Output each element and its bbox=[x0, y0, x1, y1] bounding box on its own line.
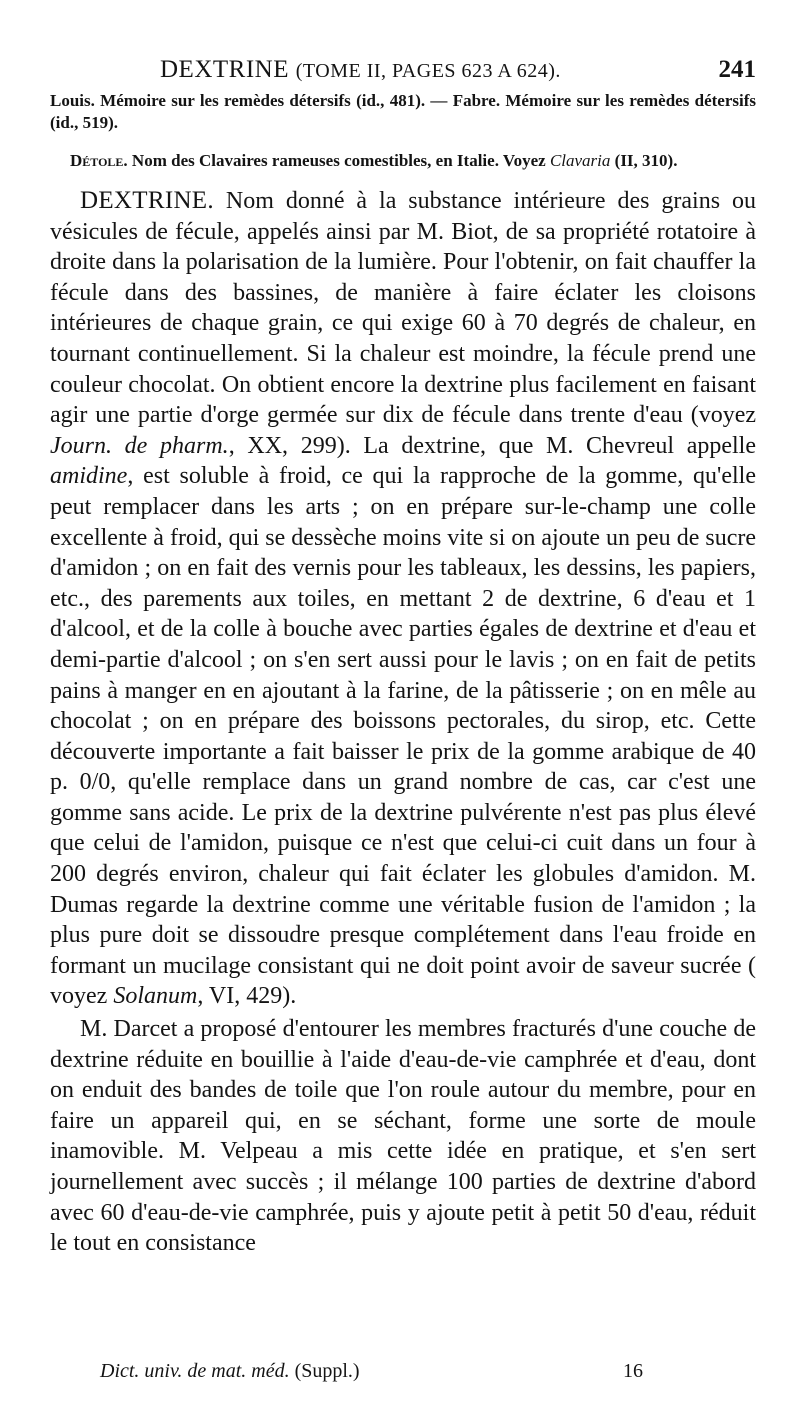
page-header bbox=[50, 0, 756, 90]
entry-dextrine-text-2: , XX, 299). La dextrine, que M. Chevreul appelle bbox=[228, 432, 756, 459]
paragraph-darcet: M. Darcet a proposé d'entourer les membres fracturés d'une couche de dextrine réduite en bouillie à l'aide d'eau-de-vie camphrée et d'eau, dont on enduit des bandes de toile que l'on roule autour du membre, pour en faire un appareil qui, en se séchant, forme une sorte de moule inamovible. M. Velpeau a mis cette idée en pratique, et s'en sert journellement avec succès ; il mélange 100 parties de dextrine d'abord avec 60 d'eau-de-vie camphrée, puis y ajoute petit à petit 50 d'eau, réduit le tout en consistance bbox=[50, 1016, 756, 1257]
signature-mark: 16 bbox=[623, 1360, 643, 1382]
footer-title bbox=[100, 1360, 360, 1383]
entry-dextrine bbox=[50, 186, 756, 1012]
entry-louis-fabre: Louis. Mémoire sur les remèdes détersifs (id., 481). — Fabre. Mémoire sur les remèdes détersifs (id., 519). bbox=[50, 91, 756, 132]
page-number: 241 bbox=[718, 56, 756, 83]
entry-detole-text: Nom des Clavaires rameuses comestibles, en Italie. Voyez bbox=[127, 151, 550, 170]
entry-dextrine-amidine: amidine bbox=[50, 463, 128, 490]
footer-supp: (Suppl.) bbox=[289, 1360, 360, 1382]
entry-detole-head: Détole. bbox=[70, 151, 128, 170]
entry-detole-ref: (II, 310). bbox=[610, 151, 678, 170]
entry-dextrine-head: DEXTRINE. bbox=[80, 187, 214, 214]
running-title bbox=[160, 56, 561, 84]
entry-dextrine-text-4: , VI, 429). bbox=[197, 983, 297, 1010]
entry-dextrine-ref-journ: Journ. de pharm. bbox=[50, 432, 229, 459]
entry-dextrine-text-1: Nom donné à la substance intérieure des grains ou vésicules de fécule, appelés ainsi par M. Biot, de sa propriété rotatoire à droite dans la polarisation de la lumière. Pour l'obtenir, on fait chauffer la fécule dans des bassines, de manière à faire éclater les cloisons intérieures de chaque grain, ce qui exige 60 à 70 degrés de chaleur, en tournant continuellement. Si la chaleur est moindre, la fécule prend une couleur chocolat. On obtient encore la dextrine plus facilement en faisant agir une partie d'orge germée sur dix de fécule dans trente d'eau (voyez bbox=[50, 188, 756, 429]
entry-dextrine-ref-solanum: Solanum bbox=[113, 983, 198, 1010]
entry-dextrine-text-3: , est soluble à froid, ce qui la rapproche de la gomme, qu'elle peut remplacer dans les arts ; on en prépare sur-le-champ une colle excellente à froid, qui se dessèche moins vite si on ajoute un peu de sucre d'amidon ; on en fait des vernis pour les tableaux, les dessins, les papiers, etc., des parements aux toiles, en mettant 2 de dextrine, 6 d'eau et 1 d'alcool, et de la colle à bouche avec parties égales de dextrine et d'eau et demi-partie d'alcool ; on s'en sert aussi pour le lavis ; on en fait de petits pains à manger en en ajoutant à la farine, de la pâtisserie ; on en mêle au chocolat ; on en prépare des boissons pectorales, du sirop, etc. Cette découverte importante a fait baisser le prix de la gomme arabique de 40 p. 0/0, qu'elle remplace dans un grand nombre de cas, car c'est une gomme sans acide. Le prix de la dextrine pulvérente n'est pas plus élevé que celui de l'amidon, puisque ce n'est que celui-ci cuit dans un four à 200 degrés environ, chaleur qui fait éclater les globules d'amidon. M. Dumas regarde la dextrine comme une véritable fusion de l'amidon ; la plus pure doit se dissoudre presque complétement dans l'eau froide en formant un mucilage consistant qui ne doit point avoir de saveur sucrée ( voyez bbox=[50, 463, 756, 1010]
entry-detole-ref-italic: Clavaria bbox=[549, 151, 611, 170]
entry-detole bbox=[50, 150, 756, 172]
footer-title-italic: Dict. univ. de mat. méd. bbox=[100, 1360, 290, 1382]
running-title-ref: (TOME II, PAGES 623 A 624). bbox=[295, 60, 561, 82]
running-title-main: DEXTRINE bbox=[160, 56, 289, 83]
